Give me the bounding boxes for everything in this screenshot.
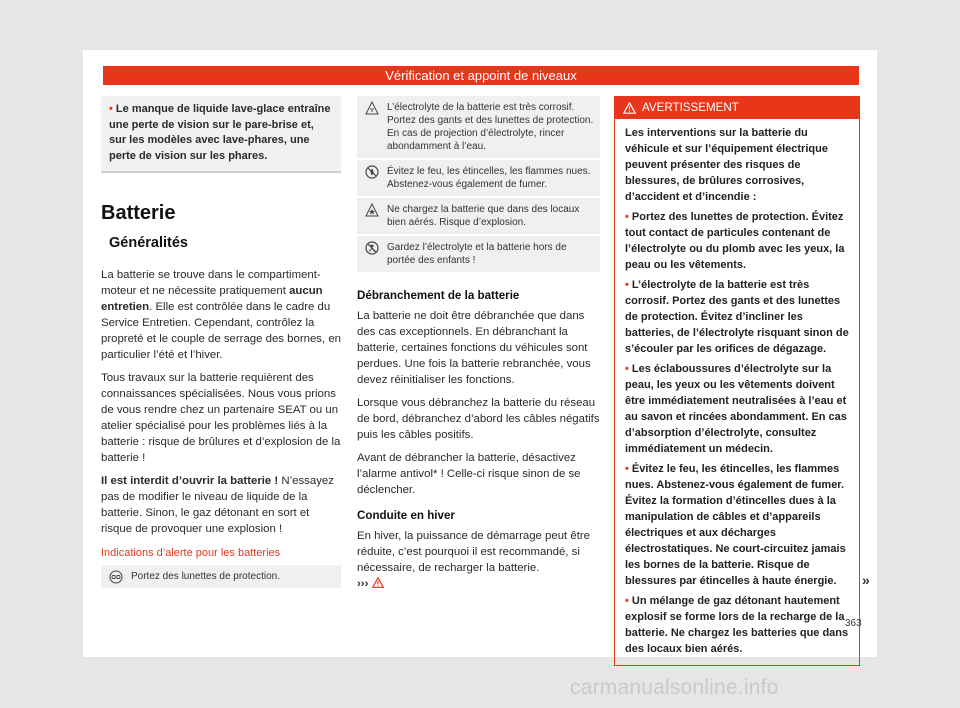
explosion-icon (357, 198, 387, 217)
text: Évitez le feu, les étincelles, les flammes nues. Abstenez-vous également de fumer. Évitez la formation d’étincelles dues à la manipulation de câbles et d’appareils électriques et aux décharges électrostatiques. Ne court-circuitez jamais les bornes de la batterie. Risque de blessures par étincelles à haute énergie. (625, 463, 846, 587)
note-box (101, 96, 341, 173)
watermark: carmanualsonline.info (570, 676, 779, 699)
warning-row (357, 96, 600, 160)
warning-bullet (625, 209, 850, 273)
page-header-title: Vérification et appoint de niveaux (103, 66, 859, 85)
column-right (614, 96, 860, 666)
warning-text: Évitez le feu, les étincelles, les flammes nues. Abstenez-vous également de fumer. (387, 166, 591, 190)
paragraph: Avant de débrancher la batterie, désactivez l’alarme antivol* ! Celle-ci risque sinon de se déclencher. (357, 452, 581, 496)
warning-text: Ne chargez la batterie que dans des locaux bien aérés. Risque d’explosion. (387, 204, 580, 228)
bullet-icon: • (625, 595, 629, 607)
warning-box-header (615, 97, 859, 119)
text: Portez des lunettes de protection. Évitez tout contact de particules contenant de l’électrolyte ou du plomb avec les yeux, la peau ou les vêtements. (625, 211, 845, 271)
paragraph: Tous travaux sur la batterie requièrent des connaissances spécialisées. Nous vous prions de vous rendre chez un partenaire SEAT ou un atelier spécialisé pour les problèmes liés à la batterie : risque de brûlures et d’explosion de la batterie ! (101, 372, 341, 464)
page-number: 363 (845, 618, 862, 629)
keep-away-children-icon (357, 236, 387, 255)
warning-bullet (625, 361, 850, 457)
warning-box (614, 96, 860, 666)
paragraph (101, 473, 341, 537)
text: N’essayez pas de modifier le niveau de liquide de la batterie. Sinon, le gaz détonant en sort et risque de provoquer une explosion ! (101, 475, 334, 535)
warning-text: L’électrolyte de la batterie est très corrosif. Portez des gants et des lunettes de protection. En cas de projection d’électrolyte, rincer abondamment à l’eau. (387, 102, 594, 152)
paragraph: La batterie ne doit être débranchée que dans des cas exceptionnels. En débranchant la batterie, certaines fonctions du véhicules sont perdues. Une fois la batterie rebranchée, vous devez réinitialiser les fonctions. (357, 310, 591, 386)
warning-bullet (625, 277, 850, 357)
warning-row (357, 160, 600, 198)
bold-text: Il est interdit d’ouvrir la batterie ! (101, 475, 279, 487)
warning-row (357, 198, 600, 236)
warning-box-body (615, 119, 859, 665)
bullet-icon: • (625, 463, 629, 475)
goggles-icon (101, 565, 131, 584)
bold-text: aucun entretien (101, 285, 323, 313)
forward-arrows-icon: ››› (357, 578, 369, 590)
text: Un mélange de gaz détonant hautement explosif se forme lors de la recharge de la batterie. Ne chargez les batteries que dans des locaux bien aérés. (625, 595, 849, 655)
warning-text: Portez des lunettes de protection. (131, 571, 280, 582)
text: En hiver, la puissance de démarrage peut être réduite, c’est pourquoi il est recommandé, si nécessaire, de recharger la batterie. (357, 530, 591, 574)
section-title: Batterie (101, 202, 176, 224)
bullet-icon: • (109, 103, 113, 115)
paragraph: Lorsque vous débranchez la batterie du réseau de bord, débranchez d’abord les câbles négatifs puis les câbles positifs. (357, 397, 600, 441)
paragraph (357, 528, 600, 576)
bullet-icon: • (625, 211, 629, 223)
warning-row (101, 565, 341, 590)
text: Les éclaboussures d’électrolyte sur la peau, les yeux ou les vêtements doivent être immédiatement neutralisées à l’eau et au savon et rincées abondamment. En cas d’absorption d’électrolyte, consultez immédiatement un médecin. (625, 363, 847, 455)
warning-bullet (625, 461, 850, 589)
warning-intro: Les interventions sur la batterie du véhicule et sur l’équipement électrique peuvent présenter des risques de blessures, de brûlures corrosives, d’accident et d’incendie : (625, 127, 828, 203)
note-text: Le manque de liquide lave-glace entraîne une perte de vision sur le pare-brise et, sur les modèles avec lave-phares, une perte de vision sur les phares. (109, 103, 331, 162)
heading-winter: Conduite en hiver (357, 509, 455, 522)
sub-title: Généralités (109, 235, 188, 251)
warning-bullet (625, 593, 850, 657)
warning-triangle-icon (372, 577, 384, 588)
text: L’électrolyte de la batterie est très corrosif. Portez des gants et des lunettes de protection. Évitez d’incliner les batteries, de l’électrolyte risquant sinon de s’écouler par les orifices de dégazage. (625, 279, 849, 355)
no-fire-icon (357, 160, 387, 179)
text: . Elle est contrôlée dans le cadre du Service Entretien. Cependant, contrôlez la propreté et le couple de serrage des bornes, en particulier l’été et l’hiver. (101, 301, 341, 361)
column-left (101, 96, 341, 590)
indications-heading: Indications d’alerte pour les batteries (101, 547, 281, 559)
bullet-icon: • (625, 279, 629, 291)
bullet-icon: • (625, 363, 629, 375)
column-middle (357, 96, 600, 592)
warning-box-title: AVERTISSEMENT (642, 101, 739, 114)
continue-icon: » (862, 572, 870, 588)
heading-disconnect: Débranchement de la batterie (357, 289, 520, 302)
paragraph (101, 267, 341, 363)
corrosive-icon (357, 96, 387, 115)
warning-text: Gardez l’électrolyte et la batterie hors de portée des enfants ! (387, 242, 567, 266)
text: La batterie se trouve dans le compartiment-moteur et ne nécessite pratiquement (101, 269, 321, 297)
warning-triangle-icon (623, 102, 636, 114)
continuation-marker (357, 576, 600, 592)
warning-row (357, 236, 600, 274)
